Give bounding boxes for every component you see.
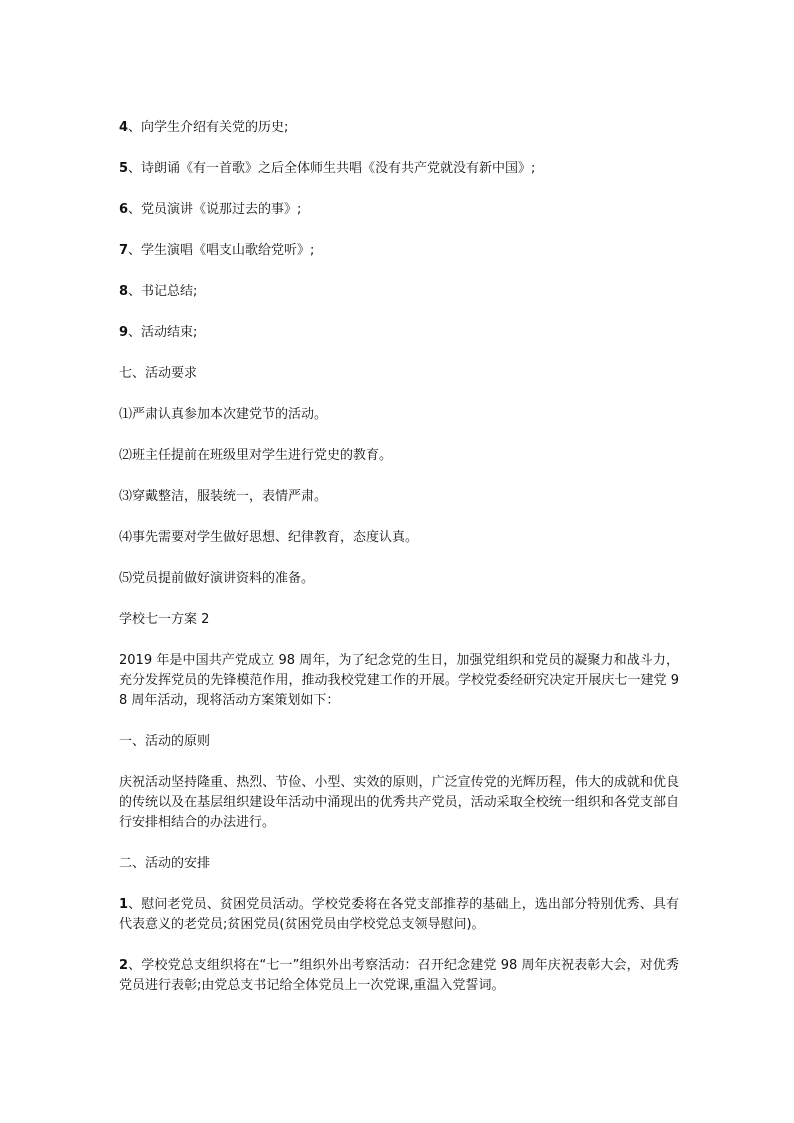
intro-paragraph: 2019 年是中国共产党成立 98 周年，为了纪念党的生日，加强党组织和党员的凝聚力和战斗力，充分发挥党员的先锋模范作用，推动我校党建工作的开展。学校党委经研究决定开展庆七一建党 98 周年活动，现将活动方案策划如下： xyxy=(119,653,679,708)
item-number: 5 xyxy=(119,161,129,176)
arrangement-item-1 xyxy=(119,895,679,935)
item-number: 7 xyxy=(119,243,129,258)
item-text: 、活动结束; xyxy=(128,325,198,340)
item-text: 、书记总结; xyxy=(128,284,198,299)
item-number: 2 xyxy=(119,958,129,973)
program-item-6 xyxy=(119,200,679,220)
plan-title: 学校七一方案 2 xyxy=(119,612,210,627)
section-heading-arrangement: 二、活动的安排 xyxy=(119,856,211,871)
item-number: 4 xyxy=(119,120,129,135)
item-text: 、学校党总支组织将在“七一”组织外出考察活动：召开纪念建党 98 周年庆祝表彰大会，对优秀党员进行表彰;由党总支书记给全体党员上一次党课,重温入党誓词。 xyxy=(119,958,679,993)
item-number: 6 xyxy=(119,202,129,217)
item-number: 1 xyxy=(119,897,129,912)
program-item-4 xyxy=(119,118,679,138)
item-number: 8 xyxy=(119,284,129,299)
arrangement-item-2 xyxy=(119,956,679,996)
program-item-7 xyxy=(119,241,679,261)
section-heading-principle: 一、活动的原则 xyxy=(119,734,211,749)
document-content xyxy=(119,118,679,1017)
program-item-5 xyxy=(119,159,679,179)
item-text: 、学生演唱《唱支山歌给党听》; xyxy=(128,243,315,258)
requirement-item-5: ⑸党员提前做好演讲资料的准备。 xyxy=(119,571,315,586)
requirement-item-2: ⑵班主任提前在班级里对学生进行党史的教育。 xyxy=(119,448,393,463)
item-text: 、党员演讲《说那过去的事》; xyxy=(128,202,302,217)
requirement-item-4: ⑷事先需要对学生做好思想、纪律教育，态度认真。 xyxy=(119,530,419,545)
section-heading-requirements: 七、活动要求 xyxy=(119,366,198,381)
item-text: 、慰问老党员、贫困党员活动。学校党委将在各党支部推荐的基础上，选出部分特别优秀、具有代表意义的老党员;贫困党员(贫困党员由学校党总支领导慰问)。 xyxy=(119,897,679,932)
requirement-item-3: ⑶穿戴整洁，服装统一，表情严肃。 xyxy=(119,489,328,504)
item-text: 、向学生介绍有关党的历史; xyxy=(128,120,289,135)
principle-paragraph: 庆祝活动坚持隆重、热烈、节俭、小型、实效的原则，广泛宣传党的光辉历程，伟大的成就和优良的传统以及在基层组织建设年活动中涌现出的优秀共产党员，活动采取全校统一组织和各党支部自行安排相结合的办法进行。 xyxy=(119,775,679,830)
program-item-9 xyxy=(119,323,679,343)
requirement-item-1: ⑴严肃认真参加本次建党节的活动。 xyxy=(119,407,328,422)
item-number: 9 xyxy=(119,325,129,340)
program-item-8 xyxy=(119,282,679,302)
item-text: 、诗朗诵《有一首歌》之后全体师生共唱《没有共产党就没有新中国》; xyxy=(128,161,536,176)
